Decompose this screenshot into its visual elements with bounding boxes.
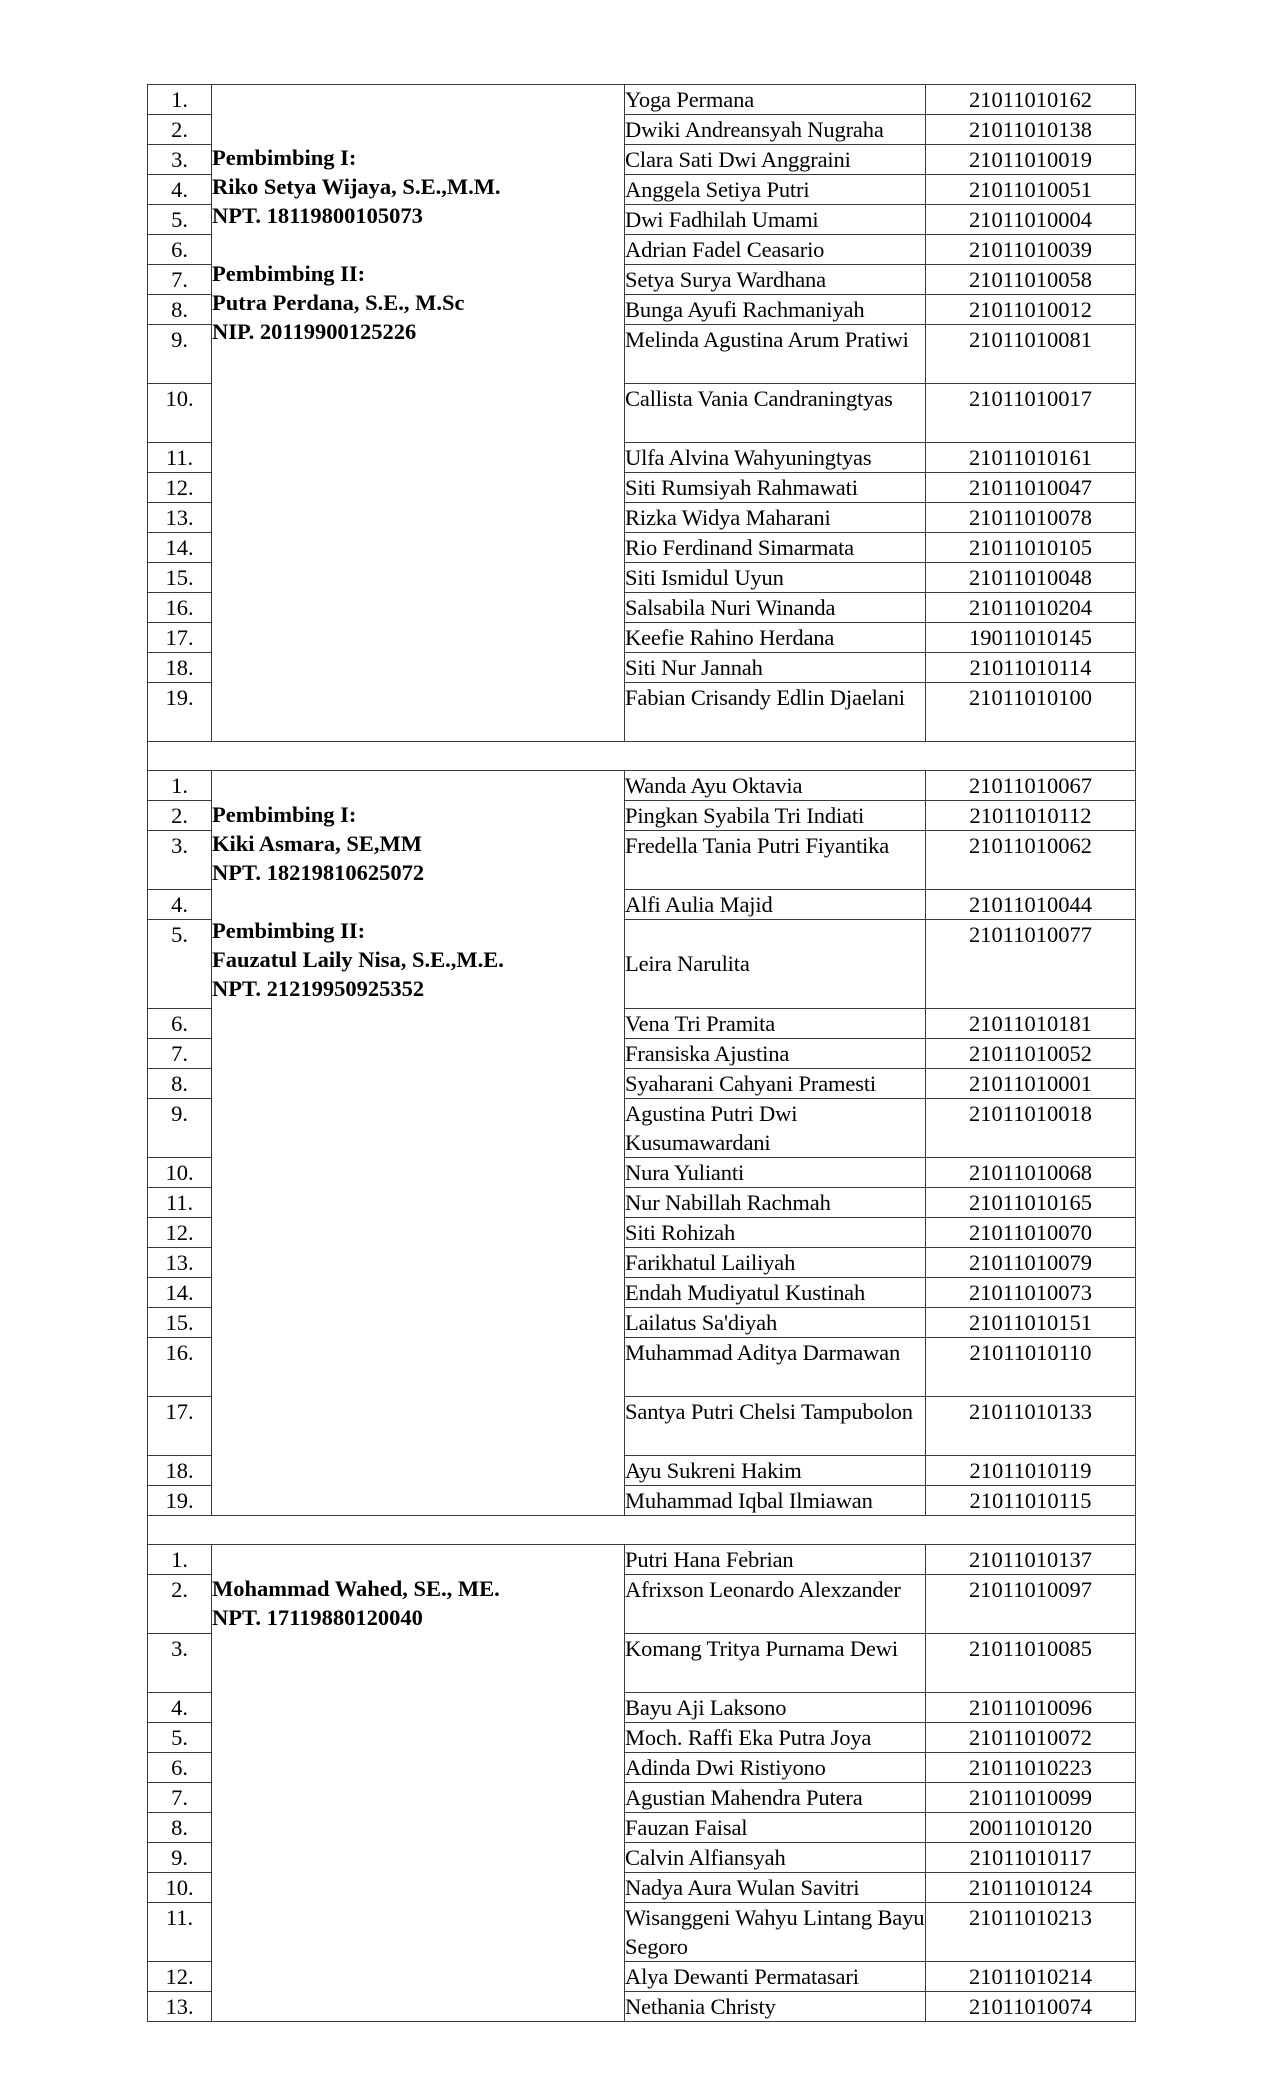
row-number: 2. — [148, 801, 212, 831]
row-number: 5. — [148, 1722, 212, 1752]
row-number: 1. — [148, 85, 212, 115]
student-nim: 21011010039 — [926, 235, 1136, 265]
student-nim: 21011010096 — [926, 1692, 1136, 1722]
row-number: 6. — [148, 235, 212, 265]
student-name: Agustian Mahendra Putera — [625, 1782, 926, 1812]
student-nim: 21011010099 — [926, 1782, 1136, 1812]
spacer-cell — [148, 1515, 1136, 1544]
row-number: 15. — [148, 1307, 212, 1337]
student-nim: 21011010137 — [926, 1544, 1136, 1574]
row-number: 11. — [148, 1187, 212, 1217]
student-name: Syaharani Cahyani Pramesti — [625, 1068, 926, 1098]
student-nim: 21011010161 — [926, 443, 1136, 473]
advisor-cell — [212, 85, 625, 742]
row-number: 1. — [148, 1544, 212, 1574]
row-number: 4. — [148, 890, 212, 920]
row-number: 18. — [148, 653, 212, 683]
row-number: 10. — [148, 384, 212, 443]
student-name: Melinda Agustina Arum Pratiwi — [625, 325, 926, 384]
advisor-cell — [212, 771, 625, 1516]
advisor-1-id: NPT. 18119800105073 — [212, 203, 423, 228]
student-nim: 21011010074 — [926, 1991, 1136, 2021]
student-name: Bayu Aji Laksono — [625, 1692, 926, 1722]
student-name: Yoga Permana — [625, 85, 926, 115]
student-nim: 21011010017 — [926, 384, 1136, 443]
spacer-1 — [148, 742, 1136, 771]
row-number: 10. — [148, 1157, 212, 1187]
advisor-1-name: Kiki Asmara, SE,MM — [212, 831, 423, 856]
student-name: Afrixson Leonardo Alexzander — [625, 1574, 926, 1633]
student-name: Moch. Raffi Eka Putra Joya — [625, 1722, 926, 1752]
row-number: 9. — [148, 1842, 212, 1872]
row-number: 4. — [148, 1692, 212, 1722]
student-nim: 21011010213 — [926, 1902, 1136, 1961]
row-number: 12. — [148, 473, 212, 503]
student-nim: 21011010119 — [926, 1455, 1136, 1485]
student-nim: 21011010115 — [926, 1485, 1136, 1515]
advisor-1-name: Mohammad Wahed, SE., ME. — [212, 1575, 500, 1601]
row-number: 7. — [148, 1782, 212, 1812]
student-nim: 20011010120 — [926, 1812, 1136, 1842]
student-name: Bunga Ayufi Rachmaniyah — [625, 295, 926, 325]
row-number: 1. — [148, 771, 212, 801]
row-number: 3. — [148, 1633, 212, 1692]
row-number: 5. — [148, 205, 212, 235]
student-name: Farikhatul Lailiyah — [625, 1247, 926, 1277]
student-name: Alya Dewanti Permatasari — [625, 1961, 926, 1991]
student-nim: 21011010114 — [926, 653, 1136, 683]
student-name: Nadya Aura Wulan Savitri — [625, 1872, 926, 1902]
row-number: 10. — [148, 1872, 212, 1902]
student-name: Ayu Sukreni Hakim — [625, 1455, 926, 1485]
student-name: Nethania Christy — [625, 1991, 926, 2021]
student-name: Keefie Rahino Herdana — [625, 623, 926, 653]
student-nim: 21011010077 — [926, 920, 1136, 1009]
student-nim: 21011010067 — [926, 771, 1136, 801]
row-number: 6. — [148, 1752, 212, 1782]
student-nim: 21011010079 — [926, 1247, 1136, 1277]
student-nim: 21011010100 — [926, 683, 1136, 742]
student-name: Muhammad Iqbal Ilmiawan — [625, 1485, 926, 1515]
student-name: Endah Mudiyatul Kustinah — [625, 1277, 926, 1307]
student-nim: 21011010044 — [926, 890, 1136, 920]
advisor-1-id: NPT. 18219810625072 — [212, 860, 425, 885]
student-name: Adinda Dwi Ristiyono — [625, 1752, 926, 1782]
row-number: 13. — [148, 1991, 212, 2021]
student-nim: 21011010181 — [926, 1008, 1136, 1038]
student-nim: 21011010162 — [926, 85, 1136, 115]
row-number: 4. — [148, 175, 212, 205]
student-name: Siti Rohizah — [625, 1217, 926, 1247]
advisor-student-table — [147, 84, 1136, 2022]
student-nim: 21011010047 — [926, 473, 1136, 503]
student-nim: 21011010068 — [926, 1157, 1136, 1187]
student-name: Clara Sati Dwi Anggraini — [625, 145, 926, 175]
student-nim: 19011010145 — [926, 623, 1136, 653]
row-number: 17. — [148, 1396, 212, 1455]
student-nim: 21011010062 — [926, 831, 1136, 890]
student-name: Calvin Alfiansyah — [625, 1842, 926, 1872]
student-nim: 21011010110 — [926, 1337, 1136, 1396]
advisor-2-name: Putra Perdana, S.E., M.Sc — [212, 290, 465, 315]
advisor-1-label: Pembimbing I: — [212, 802, 357, 827]
row-number: 11. — [148, 443, 212, 473]
student-name: Wisanggeni Wahyu Lintang Bayu Segoro — [625, 1902, 926, 1961]
student-name: Agustina Putri Dwi Kusumawardani — [625, 1098, 926, 1157]
row-number: 2. — [148, 115, 212, 145]
student-nim: 21011010001 — [926, 1068, 1136, 1098]
student-name: Siti Rumsiyah Rahmawati — [625, 473, 926, 503]
row-number: 14. — [148, 1277, 212, 1307]
student-nim: 21011010072 — [926, 1722, 1136, 1752]
row-number: 18. — [148, 1455, 212, 1485]
student-name: Siti Ismidul Uyun — [625, 563, 926, 593]
student-nim: 21011010081 — [926, 325, 1136, 384]
row-number: 8. — [148, 1812, 212, 1842]
student-name: Putri Hana Febrian — [625, 1544, 926, 1574]
advisor-1-label: Pembimbing I: — [212, 145, 357, 170]
row-number: 13. — [148, 503, 212, 533]
advisor-cell — [212, 1544, 625, 2021]
student-nim: 21011010117 — [926, 1842, 1136, 1872]
advisor-2-id: NIP. 20119900125226 — [212, 319, 417, 344]
student-nim: 21011010058 — [926, 265, 1136, 295]
row-number: 7. — [148, 1038, 212, 1068]
group-1 — [148, 85, 1136, 742]
student-nim: 21011010004 — [926, 205, 1136, 235]
student-name: Setya Surya Wardhana — [625, 265, 926, 295]
advisor-1-id: NPT. 17119880120040 — [212, 1604, 423, 1630]
table-row — [148, 771, 1136, 801]
row-number: 11. — [148, 1902, 212, 1961]
student-name: Siti Nur Jannah — [625, 653, 926, 683]
student-name: Nur Nabillah Rachmah — [625, 1187, 926, 1217]
spacer-cell — [148, 742, 1136, 771]
student-nim: 21011010070 — [926, 1217, 1136, 1247]
student-nim: 21011010051 — [926, 175, 1136, 205]
student-name: Pingkan Syabila Tri Indiati — [625, 801, 926, 831]
advisor-2-id: NPT. 21219950925352 — [212, 976, 425, 1001]
row-number: 15. — [148, 563, 212, 593]
student-nim: 21011010204 — [926, 593, 1136, 623]
student-name: Dwiki Andreansyah Nugraha — [625, 115, 926, 145]
student-nim: 21011010085 — [926, 1633, 1136, 1692]
student-name: Lailatus Sa'diyah — [625, 1307, 926, 1337]
row-number: 3. — [148, 831, 212, 890]
row-number: 9. — [148, 1098, 212, 1157]
student-nim: 21011010124 — [926, 1872, 1136, 1902]
student-name: Fauzan Faisal — [625, 1812, 926, 1842]
student-name: Vena Tri Pramita — [625, 1008, 926, 1038]
advisor-1-name: Riko Setya Wijaya, S.E.,M.M. — [212, 174, 501, 199]
student-name: Wanda Ayu Oktavia — [625, 771, 926, 801]
student-nim: 21011010165 — [926, 1187, 1136, 1217]
advisor-2-label: Pembimbing II: — [212, 261, 366, 286]
student-nim: 21011010133 — [926, 1396, 1136, 1455]
student-name: Dwi Fadhilah Umami — [625, 205, 926, 235]
spacer-row — [148, 1515, 1136, 1544]
row-number: 16. — [148, 1337, 212, 1396]
advisor-2-name: Fauzatul Laily Nisa, S.E.,M.E. — [212, 947, 504, 972]
student-name: Ulfa Alvina Wahyuningtyas — [625, 443, 926, 473]
spacer-2 — [148, 1515, 1136, 1544]
student-nim: 21011010138 — [926, 115, 1136, 145]
student-name: Adrian Fadel Ceasario — [625, 235, 926, 265]
row-number: 5. — [148, 920, 212, 1009]
row-number: 12. — [148, 1961, 212, 1991]
student-name: Fredella Tania Putri Fiyantika — [625, 831, 926, 890]
spacer-row — [148, 742, 1136, 771]
student-name: Fransiska Ajustina — [625, 1038, 926, 1068]
advisor-2-label: Pembimbing II: — [212, 918, 366, 943]
student-name: Nura Yulianti — [625, 1157, 926, 1187]
student-nim: 21011010097 — [926, 1574, 1136, 1633]
table-row — [148, 85, 1136, 115]
student-name: Anggela Setiya Putri — [625, 175, 926, 205]
student-nim: 21011010012 — [926, 295, 1136, 325]
row-number: 6. — [148, 1008, 212, 1038]
row-number: 16. — [148, 593, 212, 623]
student-name: Muhammad Aditya Darmawan — [625, 1337, 926, 1396]
row-number: 9. — [148, 325, 212, 384]
student-nim: 21011010018 — [926, 1098, 1136, 1157]
student-name: Callista Vania Candraningtyas — [625, 384, 926, 443]
student-name: Fabian Crisandy Edlin Djaelani — [625, 683, 926, 742]
group-3 — [148, 1544, 1136, 2021]
row-number: 14. — [148, 533, 212, 563]
student-name: Rizka Widya Maharani — [625, 503, 926, 533]
student-nim: 21011010214 — [926, 1961, 1136, 1991]
group-2 — [148, 771, 1136, 1516]
student-nim: 21011010078 — [926, 503, 1136, 533]
student-name: Komang Tritya Purnama Dewi — [625, 1633, 926, 1692]
row-number: 13. — [148, 1247, 212, 1277]
table-row — [148, 1544, 1136, 1574]
student-nim: 21011010112 — [926, 801, 1136, 831]
student-nim: 21011010223 — [926, 1752, 1136, 1782]
row-number: 17. — [148, 623, 212, 653]
student-nim: 21011010052 — [926, 1038, 1136, 1068]
student-nim: 21011010151 — [926, 1307, 1136, 1337]
student-nim: 21011010019 — [926, 145, 1136, 175]
student-name: Santya Putri Chelsi Tampubolon — [625, 1396, 926, 1455]
row-number: 7. — [148, 265, 212, 295]
row-number: 8. — [148, 295, 212, 325]
row-number: 19. — [148, 1485, 212, 1515]
student-nim: 21011010073 — [926, 1277, 1136, 1307]
student-name: Alfi Aulia Majid — [625, 890, 926, 920]
row-number: 19. — [148, 683, 212, 742]
student-name: Salsabila Nuri Winanda — [625, 593, 926, 623]
row-number: 12. — [148, 1217, 212, 1247]
student-name: Leira Narulita — [625, 920, 926, 1009]
student-name: Rio Ferdinand Simarmata — [625, 533, 926, 563]
row-number: 3. — [148, 145, 212, 175]
student-nim: 21011010048 — [926, 563, 1136, 593]
row-number: 8. — [148, 1068, 212, 1098]
student-nim: 21011010105 — [926, 533, 1136, 563]
row-number: 2. — [148, 1574, 212, 1633]
